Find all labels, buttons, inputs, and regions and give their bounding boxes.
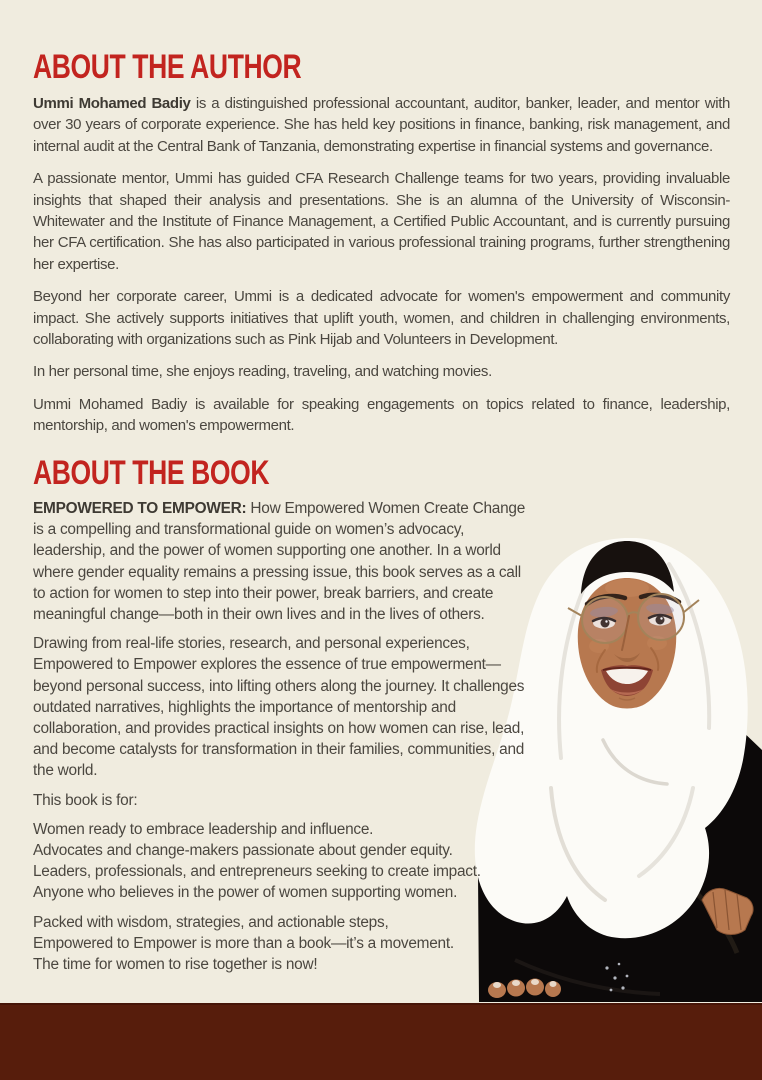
closing-line: Empowered to Empower is more than a book—it’s a movement. <box>33 934 454 952</box>
author-paragraph-2: A passionate mentor, Ummi has guided CFA Research Challenge teams for two years, providing invaluable insights that shaped their analysis and presentations. She is an alumna of the University of Wisconsin-Whitewater and the Institute of Finance Management, a Certified Public Accountant, and is currently pursuing her CFA certification. She has also participated in various professional training programs, further strengthening her expertise. <box>33 170 730 273</box>
book-paragraph-2: Drawing from real-life stories, research, and personal experiences, Empowered to Empower explores the essence of true empowerment—beyond personal success, into lifting others along the journey. It challenges outdated narratives, highlights the importance of mentorship and collaboration, and provides practical insights on how women can rise, lead, and become catalysts for transformation in their families, communities, and the world. <box>33 635 525 780</box>
closing-line: The time for women to rise together is now! <box>33 956 318 974</box>
audience-line: Women ready to embrace leadership and influence. <box>33 820 374 838</box>
audience-line: Advocates and change-makers passionate about gender equity. <box>33 842 453 860</box>
author-name-bold: Ummi Mohamed Badiy <box>33 95 191 112</box>
author-paragraph-4: In her personal time, she enjoys reading, traveling, and watching movies. <box>33 363 492 381</box>
footer-bar <box>0 1003 762 1080</box>
book-title-bold: EMPOWERED TO EMPOWER: <box>33 500 247 517</box>
book-section <box>33 456 529 983</box>
author-paragraph-1: Ummi Mohamed Badiy is a distinguished professional accountant, auditor, banker, leader, and mentor with over 30 years of corporate experience. She has held key positions in finance, banking, risk management, and internal audit at the Central Bank of Tanzania, demonstrating expertise in financial systems and governance. <box>33 95 730 155</box>
audience-line: Anyone who believes in the power of women supporting women. <box>33 884 458 902</box>
author-paragraph-5: Ummi Mohamed Badiy is available for speaking engagements on topics related to finance, leadership, mentorship, and women's empowerment. <box>33 395 730 435</box>
book-audience-intro: This book is for: <box>33 791 138 809</box>
book-section-heading: ABOUT THE BOOK <box>33 454 270 492</box>
closing-line: Packed with wisdom, strategies, and actionable steps, <box>33 913 389 931</box>
author-section-heading: ABOUT THE AUTHOR <box>33 48 302 86</box>
author-paragraph-3: Beyond her corporate career, Ummi is a dedicated advocate for women's empowerment and community impact. She actively supports initiatives that uplift youth, women, and children in challenging environments, collaborating with organizations such as Pink Hijab and Volunteers in Development. <box>33 288 730 349</box>
book-paragraph-1: EMPOWERED TO EMPOWER: How Empowered Women Create Change is a compelling and transformational guide on women’s advocacy, leadership, and the power of women supporting one another. In a world where gender equality remains a pressing issue, this book serves as a call to action for women to step into their power, break barriers, and create meaningful change—both in their own lives and in the lives of others. <box>33 500 526 624</box>
author-section <box>33 50 730 448</box>
book-audience-list <box>33 819 529 904</box>
book-closing-lines <box>33 912 529 976</box>
audience-line: Leaders, professionals, and entrepreneurs seeking to create impact. <box>33 863 481 881</box>
